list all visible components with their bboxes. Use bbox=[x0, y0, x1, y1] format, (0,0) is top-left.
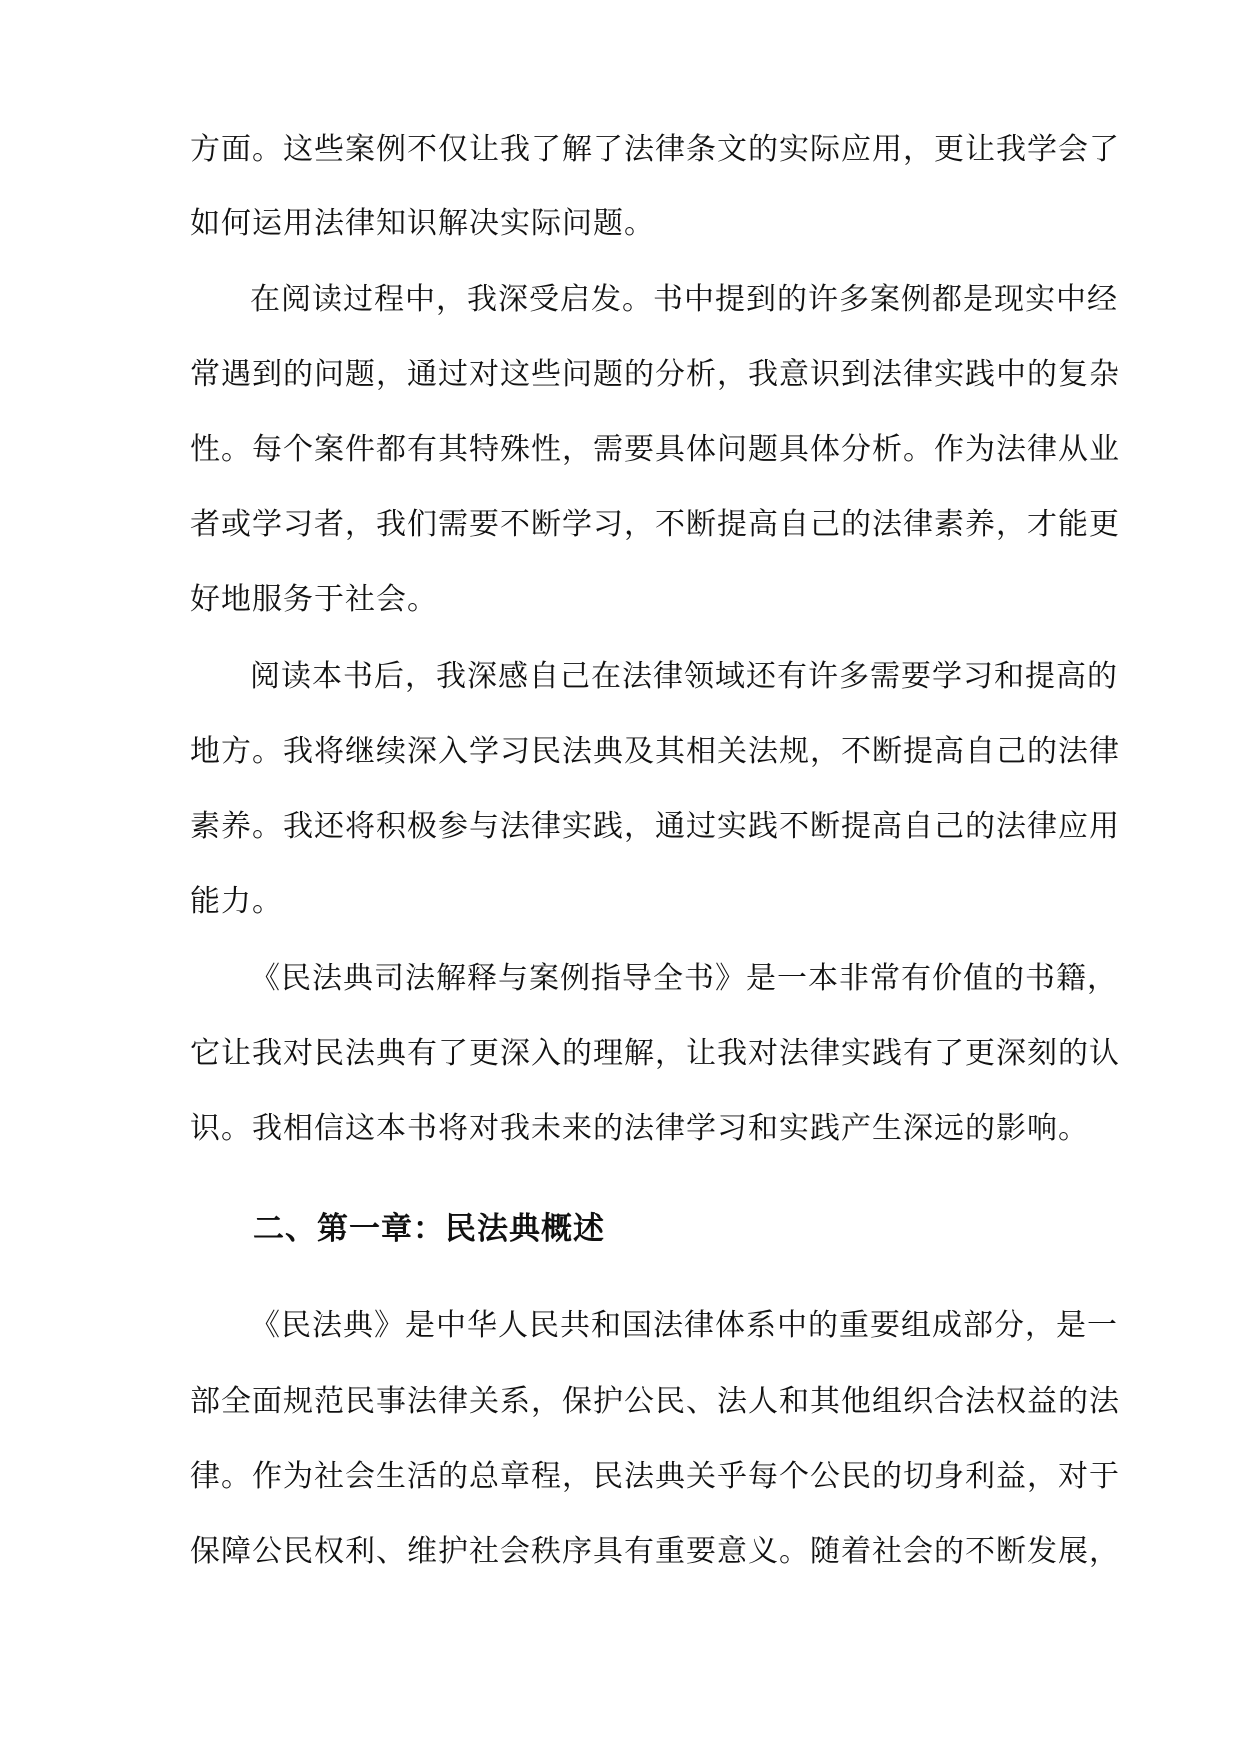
paragraph-line: 性。每个案件都有其特殊性，需要具体问题具体分析。作为法律从业 bbox=[190, 432, 1120, 467]
paragraph-line: 能力。 bbox=[190, 884, 283, 919]
paragraph-line: 它让我对民法典有了更深入的理解，让我对法律实践有了更深刻的认 bbox=[190, 1036, 1120, 1071]
paragraph-line: 好地服务于社会。 bbox=[190, 582, 438, 617]
paragraph-line: 者或学习者，我们需要不断学习，不断提高自己的法律素养，才能更 bbox=[190, 507, 1120, 542]
paragraph-line: 方面。这些案例不仅让我了解了法律条文的实际应用，更让我学会了 bbox=[190, 132, 1120, 167]
paragraph-line: 律。作为社会生活的总章程，民法典关乎每个公民的切身利益，对于 bbox=[190, 1459, 1120, 1494]
paragraph-line: 常遇到的问题，通过对这些问题的分析，我意识到法律实践中的复杂 bbox=[190, 357, 1120, 392]
paragraph-line: 在阅读过程中，我深受启发。书中提到的许多案例都是现实中经 bbox=[250, 282, 1118, 317]
section-heading: 二、第一章：民法典概述 bbox=[253, 1211, 605, 1247]
paragraph-line: 素养。我还将积极参与法律实践，通过实践不断提高自己的法律应用 bbox=[190, 809, 1120, 844]
paragraph-line: 识。我相信这本书将对我未来的法律学习和实践产生深远的影响。 bbox=[190, 1111, 1089, 1146]
paragraph-line: 如何运用法律知识解决实际问题。 bbox=[190, 206, 655, 241]
paragraph-line: 地方。我将继续深入学习民法典及其相关法规，不断提高自己的法律 bbox=[190, 734, 1120, 769]
paragraph-line: 《民法典》是中华人民共和国法律体系中的重要组成部分，是一 bbox=[250, 1308, 1118, 1343]
paragraph-line: 部全面规范民事法律关系，保护公民、法人和其他组织合法权益的法 bbox=[190, 1384, 1120, 1419]
paragraph-line: 保障公民权利、维护社会秩序具有重要意义。随着社会的不断发展， bbox=[190, 1534, 1120, 1569]
paragraph-line: 阅读本书后，我深感自己在法律领域还有许多需要学习和提高的 bbox=[250, 659, 1118, 694]
paragraph-line: 《民法典司法解释与案例指导全书》是一本非常有价值的书籍， bbox=[250, 961, 1118, 996]
